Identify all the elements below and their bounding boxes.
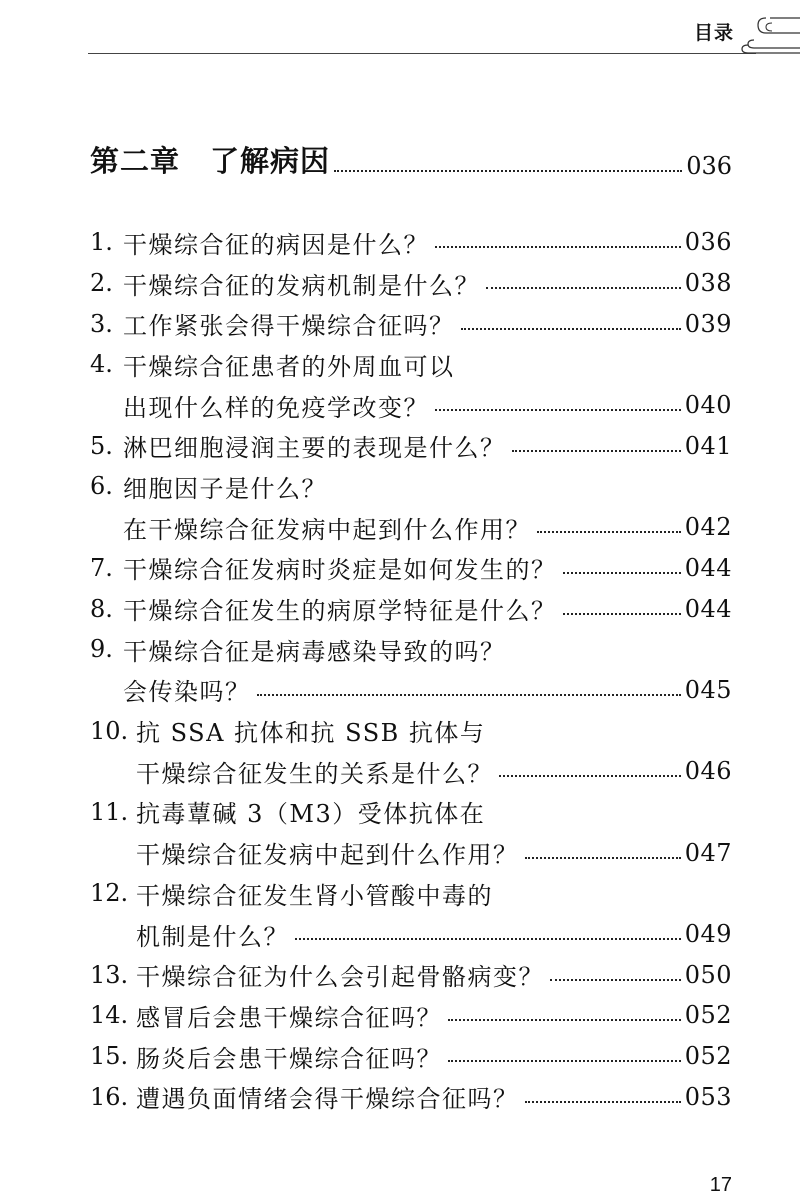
entry-number: 10.: [90, 716, 129, 745]
toc-entry-line: [90, 751, 732, 792]
entry-page: 046: [684, 757, 732, 786]
entry-number: 15.: [90, 1042, 129, 1071]
entry-number: 11.: [90, 797, 129, 826]
entry-text: 在干燥综合征发病中起到什么作用？: [123, 515, 531, 544]
entry-page: 044: [684, 594, 732, 623]
dot-leader: [295, 938, 681, 940]
entry-page: 052: [684, 1042, 732, 1071]
dot-leader: [448, 1019, 681, 1021]
toc-entry-line: [90, 1076, 732, 1117]
dot-leader: [486, 287, 681, 289]
entry-number: 3.: [90, 309, 113, 338]
entry-page: 042: [684, 513, 732, 542]
entry-text: 干燥综合征发生肾小管酸中毒的: [136, 881, 493, 910]
entry-text: 感冒后会患干燥综合征吗？: [136, 1003, 442, 1032]
entry-text: 机制是什么？: [136, 922, 289, 951]
toc-entry-line: [90, 344, 732, 385]
chapter-page: 036: [686, 152, 732, 180]
entry-page: 045: [684, 675, 732, 704]
entry-page: 040: [684, 391, 732, 420]
entry-text: 干燥综合征的病因是什么？: [123, 230, 429, 259]
entry-text: 干燥综合征发生的病原学特征是什么？: [123, 597, 557, 626]
dot-leader: [563, 613, 681, 615]
toc-entry-line: [90, 629, 732, 670]
dot-leader: [537, 531, 681, 533]
entry-text: 干燥综合征发生的关系是什么？: [136, 759, 493, 788]
toc-list: [90, 222, 732, 1117]
toc-entry-line: [90, 914, 732, 955]
entry-number: 9.: [90, 635, 113, 664]
toc-entry-line: [90, 670, 732, 711]
header-title: 目录: [693, 22, 734, 44]
dot-leader: [563, 572, 681, 574]
toc-entry-line: [90, 954, 732, 995]
toc-entry-line: [90, 507, 732, 548]
entry-number: 8.: [90, 594, 113, 623]
entry-number: 2.: [90, 269, 113, 298]
entry-text: 肠炎后会患干燥综合征吗？: [136, 1044, 442, 1073]
entry-text: 遭遇负面情绪会得干燥综合征吗？: [136, 1085, 519, 1114]
entry-text: 工作紧张会得干燥综合征吗？: [123, 312, 455, 341]
entry-text: 淋巴细胞浸润主要的表现是什么？: [123, 434, 506, 463]
toc-entry-line: [90, 710, 732, 751]
dot-leader: [461, 328, 681, 330]
dot-leader: [435, 409, 681, 411]
entry-number: 13.: [90, 960, 129, 989]
toc-entry-line: [90, 548, 732, 589]
entry-page: 052: [684, 1001, 732, 1030]
entry-text: 抗毒蕈碱 3（M3）受体抗体在: [136, 800, 486, 829]
entry-number: 5.: [90, 431, 113, 460]
toc-entry-line: [90, 263, 732, 304]
dot-leader: [525, 857, 681, 859]
entry-number: 1.: [90, 228, 113, 257]
chapter-number: 第二章: [90, 144, 181, 178]
entry-page: 041: [684, 431, 732, 460]
entry-number: 14.: [90, 1001, 129, 1030]
running-header: [0, 0, 800, 60]
entry-page: 036: [684, 228, 732, 257]
entry-number: 16.: [90, 1082, 129, 1111]
header-rule: [88, 53, 756, 54]
dot-leader: [257, 694, 681, 696]
dot-leader: [512, 450, 681, 452]
dot-leader: [525, 1101, 681, 1103]
entry-page: 038: [684, 269, 732, 298]
toc-entry-line: [90, 425, 732, 466]
entry-page: 039: [684, 309, 732, 338]
entry-text: 细胞因子是什么？: [123, 474, 327, 503]
toc-entry-line: [90, 466, 732, 507]
dot-leader: [448, 1060, 681, 1062]
toc-entry-line: [90, 832, 732, 873]
toc-entry-line: [90, 1036, 732, 1077]
page-number: 17: [709, 1174, 732, 1196]
dot-leader: [435, 246, 681, 248]
entry-page: 050: [684, 960, 732, 989]
chapter-subtitle: 了解病因: [210, 144, 331, 178]
entry-text: 出现什么样的免疫学改变？: [123, 393, 429, 422]
header-ornament-icon: [740, 14, 800, 56]
chapter-heading: [90, 140, 732, 180]
toc-entry-line: [90, 385, 732, 426]
entry-page: 047: [684, 838, 732, 867]
toc-entry-line: [90, 995, 732, 1036]
entry-page: 044: [684, 553, 732, 582]
toc-entry-line: [90, 588, 732, 629]
entry-page: 049: [684, 920, 732, 949]
entry-text: 抗 SSA 抗体和抗 SSB 抗体与: [136, 719, 486, 748]
toc-entry-line: [90, 792, 732, 833]
entry-text: 干燥综合征的发病机制是什么？: [123, 271, 480, 300]
entry-text: 干燥综合征为什么会引起骨骼病变？: [136, 963, 544, 992]
entry-page: 053: [684, 1082, 732, 1111]
entry-text: 干燥综合征发病中起到什么作用？: [136, 841, 519, 870]
entry-text: 干燥综合征发病时炎症是如何发生的？: [123, 556, 557, 585]
entry-text: 干燥综合征患者的外周血可以: [123, 352, 455, 381]
dot-leader: [499, 775, 681, 777]
entry-text: 会传染吗？: [123, 678, 251, 707]
entry-number: 7.: [90, 553, 113, 582]
toc-entry-line: [90, 222, 732, 263]
chapter-title: [90, 139, 330, 180]
dot-leader: [550, 979, 681, 981]
entry-number: 4.: [90, 350, 113, 379]
entry-number: 12.: [90, 879, 129, 908]
dot-leader: [334, 170, 682, 172]
entry-number: 6.: [90, 472, 113, 501]
entry-text: 干燥综合征是病毒感染导致的吗？: [123, 637, 506, 666]
toc-entry-line: [90, 303, 732, 344]
toc-entry-line: [90, 873, 732, 914]
